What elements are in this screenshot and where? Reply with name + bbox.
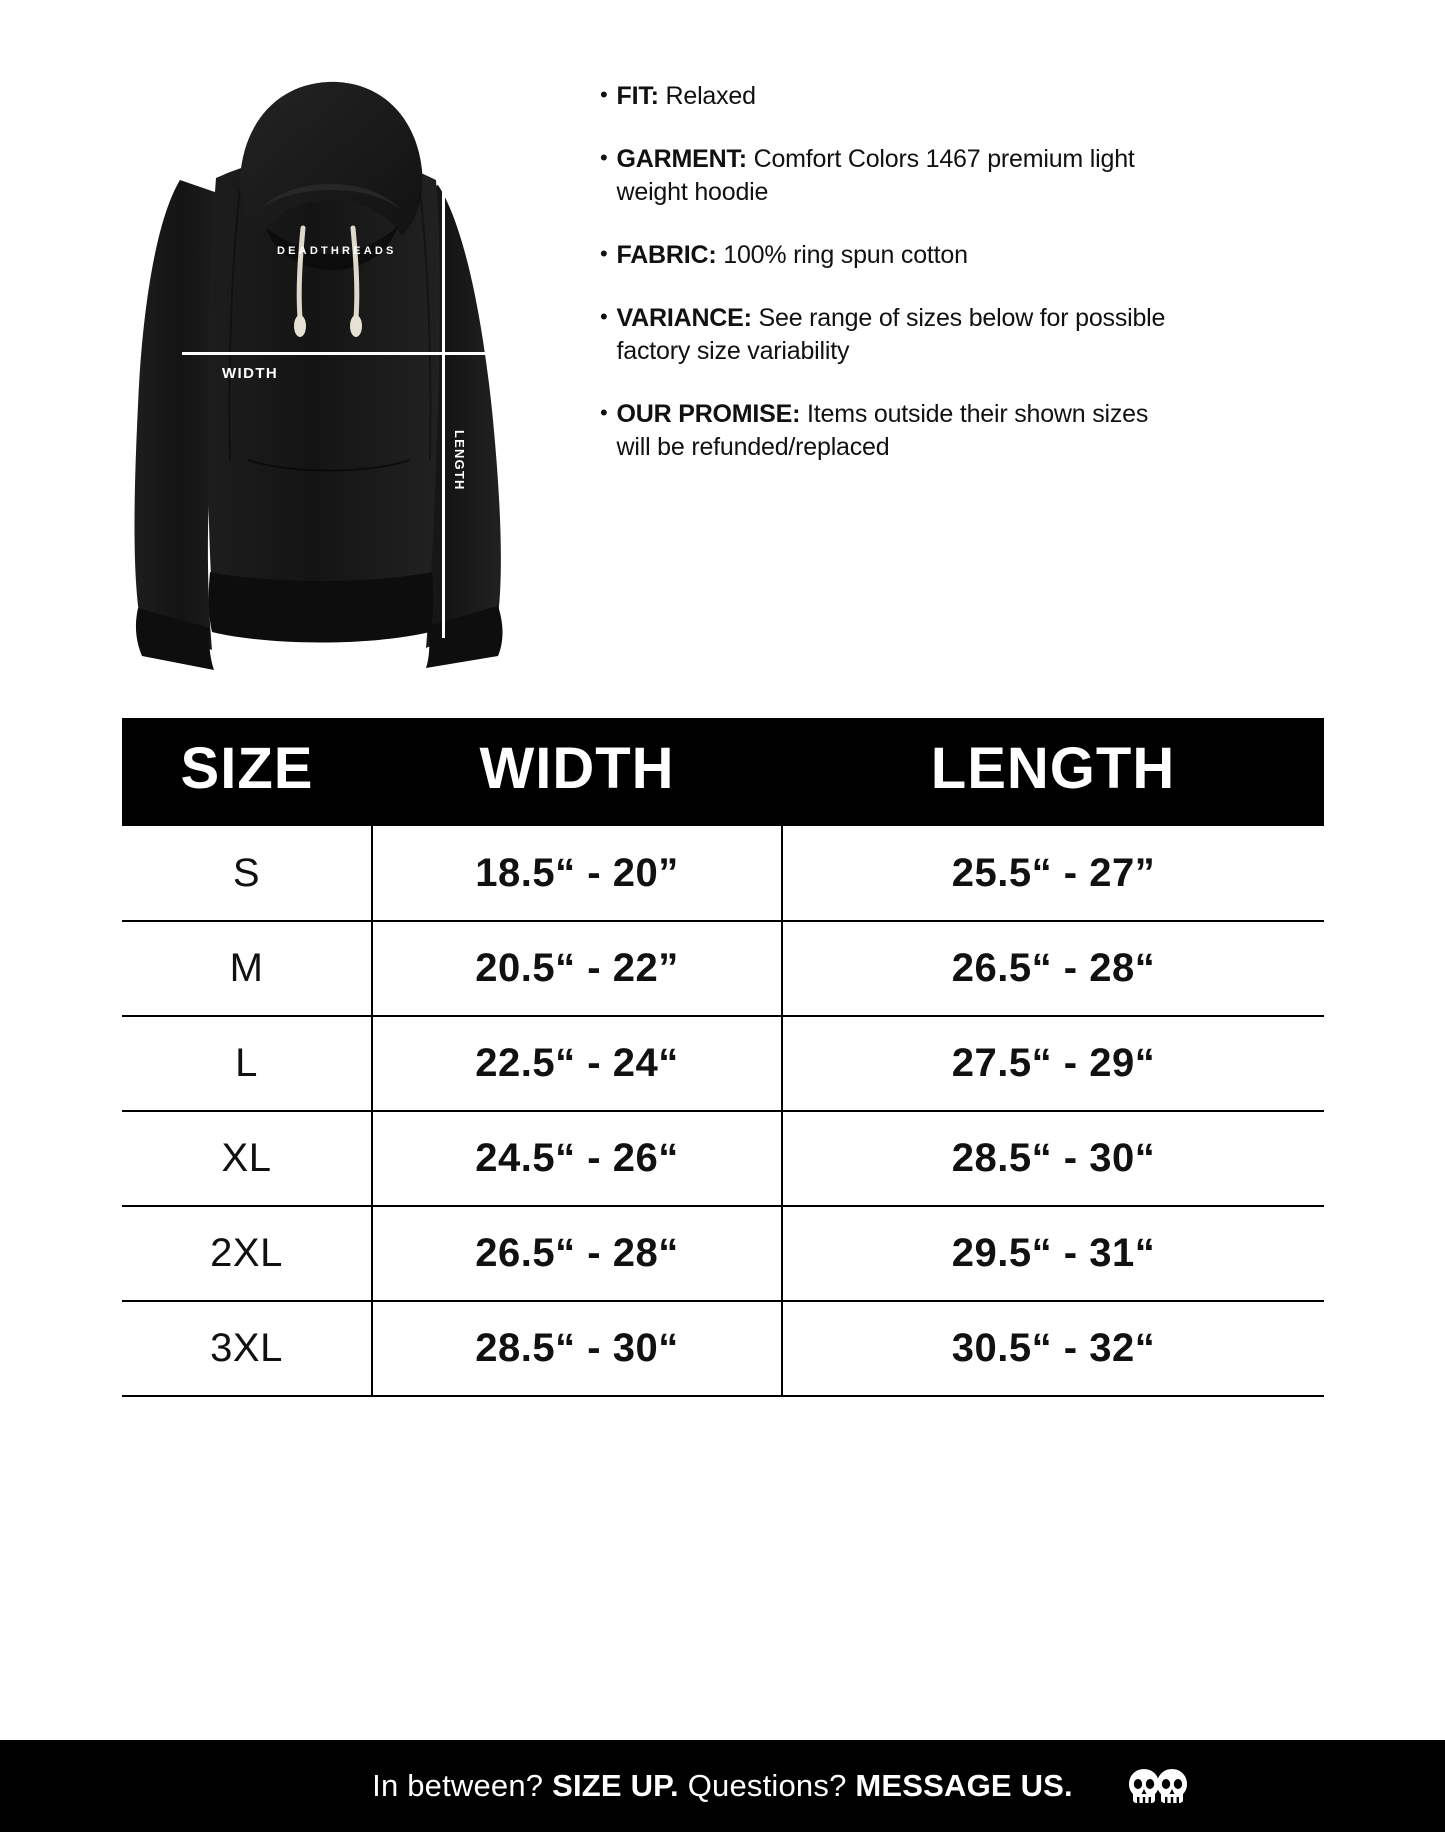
cell-width: 22.5“ - 24“ — [372, 1016, 782, 1111]
footer-part-4: MESSAGE US. — [855, 1768, 1073, 1803]
bullet-dot-icon: • — [600, 400, 608, 425]
garment-brand-print: DEADTHREADS — [277, 245, 397, 257]
size-chart-table-wrap — [122, 718, 1324, 1397]
bullet-item — [600, 143, 1170, 209]
bullet-text — [617, 398, 1170, 464]
bullet-text — [617, 239, 1170, 272]
bullet-text — [617, 143, 1170, 209]
footer-message — [372, 1768, 1073, 1804]
bullet-label: FIT: — [616, 82, 659, 110]
hoodie-illustration — [120, 60, 540, 670]
cell-length: 28.5“ - 30“ — [782, 1111, 1324, 1206]
cell-width: 28.5“ - 30“ — [372, 1301, 782, 1396]
footer-part-1: In between? — [372, 1768, 553, 1803]
width-measure-line — [182, 352, 507, 355]
cell-length: 25.5“ - 27” — [782, 826, 1324, 921]
table-row — [122, 1016, 1324, 1111]
bullet-dot-icon: • — [600, 145, 608, 170]
bullet-body: Comfort Colors 1467 premium light weight hoodie — [616, 145, 1135, 206]
bullet-dot-icon: • — [600, 304, 608, 329]
details-bullet-list — [600, 80, 1170, 494]
length-measure-line — [442, 178, 445, 638]
cell-length: 27.5“ - 29“ — [782, 1016, 1324, 1111]
bullet-item — [600, 398, 1170, 464]
table-row — [122, 1111, 1324, 1206]
cell-size: L — [122, 1016, 372, 1111]
table-header — [122, 718, 1324, 826]
bullet-item — [600, 80, 1170, 113]
cell-size: 2XL — [122, 1206, 372, 1301]
length-label: LENGTH — [452, 430, 467, 491]
table-header-row — [122, 718, 1324, 826]
hoodie-graphic — [120, 60, 540, 670]
table-header-size: SIZE — [122, 718, 372, 826]
cell-width: 20.5“ - 22” — [372, 921, 782, 1016]
table-header-width: WIDTH — [372, 718, 782, 826]
cell-length: 29.5“ - 31“ — [782, 1206, 1324, 1301]
table-row — [122, 921, 1324, 1016]
bullet-dot-icon: • — [600, 241, 608, 266]
top-section — [0, 0, 1445, 700]
size-chart-table — [122, 718, 1324, 1397]
bullet-text — [617, 302, 1170, 368]
bullet-label: GARMENT: — [616, 145, 747, 173]
table-row — [122, 1301, 1324, 1396]
cell-length: 30.5“ - 32“ — [782, 1301, 1324, 1396]
bullet-body: Relaxed — [658, 82, 756, 110]
footer-bar — [0, 1740, 1445, 1832]
bullet-label: FABRIC: — [616, 241, 717, 269]
skulls-logo-icon — [1126, 1763, 1190, 1809]
cell-size: M — [122, 921, 372, 1016]
table-header-length: LENGTH — [782, 718, 1324, 826]
cell-size: 3XL — [122, 1301, 372, 1396]
footer-part-3: Questions? — [678, 1768, 856, 1803]
table-row — [122, 826, 1324, 921]
cell-width: 18.5“ - 20” — [372, 826, 782, 921]
cell-size: XL — [122, 1111, 372, 1206]
bullet-label: VARIANCE: — [616, 304, 752, 332]
bullet-body: Items outside their shown sizes will be refunded/replaced — [616, 400, 1149, 461]
table-body — [122, 826, 1324, 1396]
cell-length: 26.5“ - 28“ — [782, 921, 1324, 1016]
bullet-dot-icon: • — [600, 82, 608, 107]
bullet-body: 100% ring spun cotton — [716, 241, 968, 269]
footer-part-2: SIZE UP. — [552, 1768, 679, 1803]
bullet-item — [600, 239, 1170, 272]
width-label: WIDTH — [222, 365, 279, 382]
cell-width: 26.5“ - 28“ — [372, 1206, 782, 1301]
bullet-item — [600, 302, 1170, 368]
bullet-body: See range of sizes below for possible factory size variability — [616, 304, 1166, 365]
bullet-text — [617, 80, 1170, 113]
cell-size: S — [122, 826, 372, 921]
cell-width: 24.5“ - 26“ — [372, 1111, 782, 1206]
bullet-label: OUR PROMISE: — [616, 400, 801, 428]
table-row — [122, 1206, 1324, 1301]
